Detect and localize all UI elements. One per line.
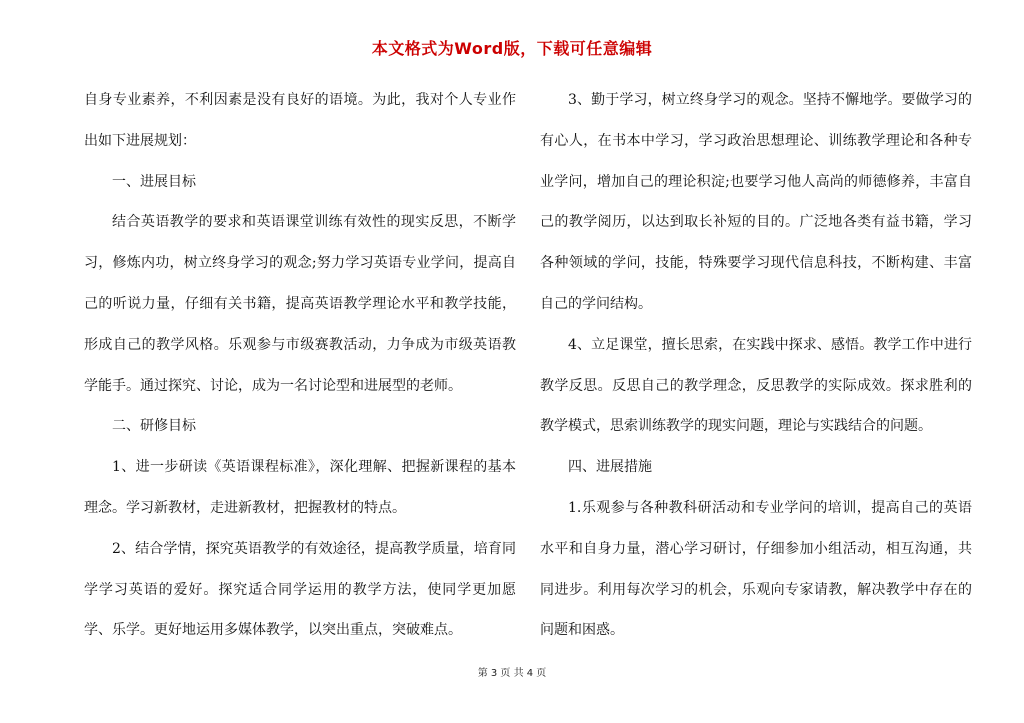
section-heading-goals: 一、进展目标	[112, 173, 196, 190]
section-heading-measures: 四、进展措施	[568, 459, 652, 476]
page-number-footer: 第 3 页 共 4 页	[477, 668, 547, 679]
paragraph: 3、勤于学习，树立终身学习的观念。坚持不懈地学。要做学习的有心人，在书本中学习，学习政治思想理论、训练教学理论和各种专业学问，增加自己的理论积淀;也要学习他人高尚的师德修养，丰富自己的教学阅历，以达到取长补短的目的。广泛地各类有益书籍，学习各种领域的学问，技能，特殊要学习现代信息科技，不断构建、丰富自己的学问结构。	[540, 92, 972, 312]
paragraph-continuation: 自身专业素养，不利因素是没有良好的语境。为此，我对个人专业作出如下进展规划：	[84, 92, 516, 149]
paragraph: 1.乐观参与各种教科研活动和专业学问的培训，提高自己的英语水平和自身力量，潜心学习研讨，仔细参加小组活动，相互沟通，共同进步。利用每次学习的机会，乐观向专家请教，解决教学中存在的问题和困惑。	[540, 499, 972, 639]
left-text-column	[84, 80, 516, 651]
paragraph: 结合英语教学的要求和英语课堂训练有效性的现实反思，不断学习，修炼内功，树立终身学习的观念;努力学习英语专业学问，提高自己的听说力量，仔细有关书籍，提高英语教学理论水平和教学技能，形成自己的教学风格。乐观参与市级赛教活动，力争成为市级英语教学能手。通过探究、讨论，成为一名讨论型和进展型的老师。	[84, 214, 516, 394]
section-heading-study-goals: 二、研修目标	[112, 418, 196, 435]
paragraph: 2、结合学情，探究英语教学的有效途径，提高教学质量，培育同学学习英语的爱好。探究适合同学运用的教学方法，使同学更加愿学、乐学。更好地运用多媒体教学，以突出重点，突破难点。	[84, 540, 516, 639]
paragraph: 4、立足课堂，擅长思索，在实践中探求、感悟。教学工作中进行教学反思。反思自己的教学理念，反思教学的实际成效。探求胜利的教学模式，思索训练教学的现实问题，理论与实践结合的问题。	[540, 336, 972, 435]
right-text-column	[540, 80, 972, 651]
paragraph: 1、进一步研读《英语课程标准》，深化理解、把握新课程的基本理念。学习新教材，走进新教材，把握教材的特点。	[84, 459, 516, 516]
document-header-banner: 本文格式为Word版，下载可任意编辑	[371, 39, 653, 58]
